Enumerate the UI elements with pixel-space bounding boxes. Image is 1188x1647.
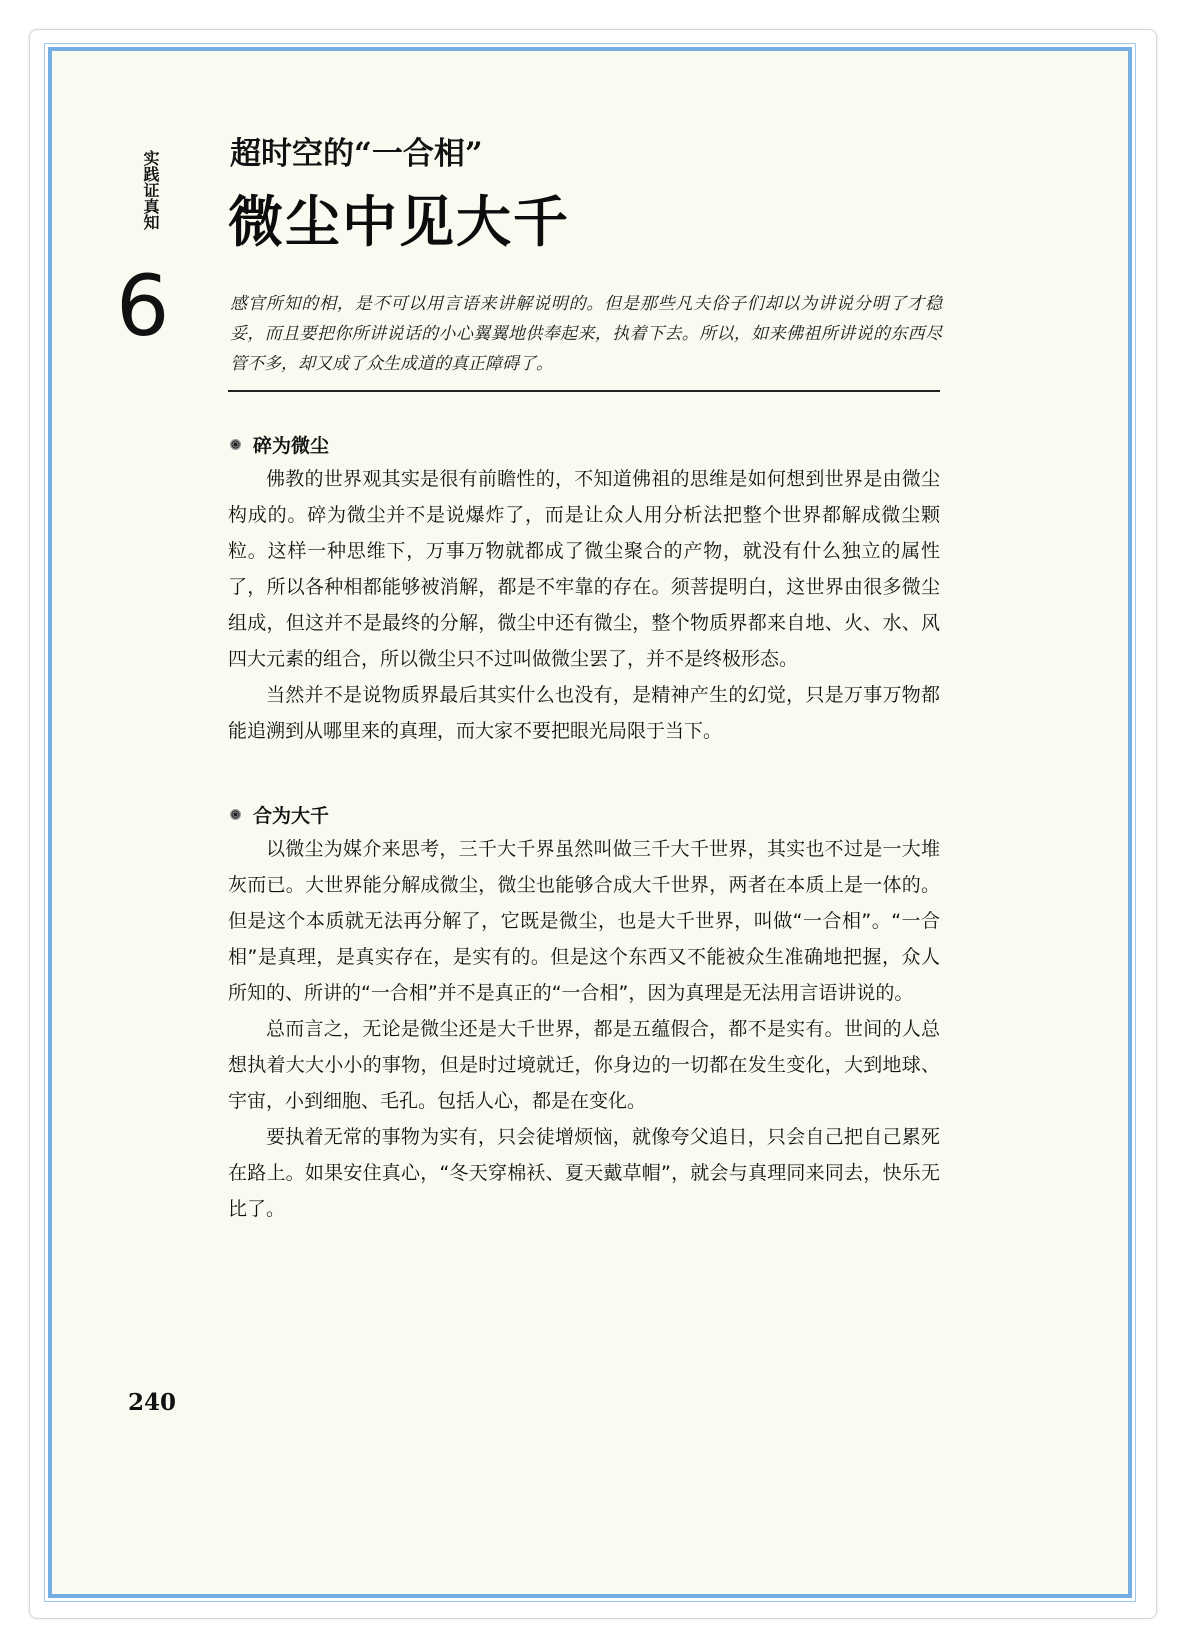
section-heading <box>228 427 940 461</box>
body-paragraph: 总而言之，无论是微尘还是大千世界，都是五蕴假合，都不是实有。世间的人总想执着大大小小的事物，但是时过境就迁，你身边的一切都在发生变化，大到地球、宇宙，小到细胞、毛孔。包括人心，都是在变化。 <box>228 1018 940 1112</box>
flower-bullet-icon <box>230 439 241 450</box>
body-paragraph: 以微尘为媒介来思考，三千大千界虽然叫做三千大千世界，其实也不过是一大堆灰而已。大世界能分解成微尘，微尘也能够合成大千世界，两者在本质上是一体的。但是这个本质就无法再分解了，它既是微尘，也是大千世界，叫做“一合相”。“一合相”是真理，是真实存在，是实有的。但是这个东西又不能被众生准确地把握，众人所知的、所讲的“一合相”并不是真正的“一合相”，因为真理是无法用言语讲说的。 <box>228 838 940 1004</box>
section-heading <box>228 797 940 831</box>
page-number: 240 <box>128 1389 177 1416</box>
book-page <box>48 47 1132 1598</box>
flower-bullet-icon <box>230 809 241 820</box>
section-combined-into-chiliocosm <box>228 797 940 1227</box>
body-paragraph: 佛教的世界观其实是很有前瞻性的，不知道佛祖的思维是如何想到世界是由微尘构成的。碎为微尘并不是说爆炸了，而是让众人用分析法把整个世界都解成微尘颗粒。这样一种思维下，万事万物就都成了微尘聚合的产物，就没有什么独立的属性了，所以各种相都能够被消解，都是不牢靠的存在。须菩提明白，这世界由很多微尘组成，但这并不是最终的分解，微尘中还有微尘，整个物质界都来自地、火、水、风四大元素的组合，所以微尘只不过叫做微尘罢了，并不是终极形态。 <box>228 468 940 670</box>
side-label: 实践证真知 <box>141 150 160 230</box>
page-subtitle: 超时空的“一合相” <box>230 136 483 172</box>
section-heading-text: 合为大千 <box>253 804 330 827</box>
section-crushed-into-dust <box>228 427 940 749</box>
intro-paragraph: 感官所知的相，是不可以用言语来讲解说明的。但是那些凡夫俗子们却以为讲说分明了才稳妥，而且要把你所讲说话的小心翼翼地供奉起来，执着下去。所以，如来佛祖所讲说的东西尽管不多，却又成了众生成道的真正障碍了。 <box>230 294 942 374</box>
divider <box>228 390 940 392</box>
body-paragraph: 当然并不是说物质界最后其实什么也没有，是精神产生的幻觉，只是万事万物都能追溯到从哪里来的真理，而大家不要把眼光局限于当下。 <box>228 684 940 742</box>
page-title: 微尘中见大千 <box>228 190 571 254</box>
body-paragraph: 要执着无常的事物为实有，只会徒增烦恼，就像夸父追日，只会自己把自己累死在路上。如果安住真心，“冬天穿棉袄、夏天戴草帽”，就会与真理同来同去，快乐无比了。 <box>228 1126 940 1220</box>
section-heading-text: 碎为微尘 <box>253 434 330 457</box>
chapter-number: 6 <box>116 257 170 355</box>
